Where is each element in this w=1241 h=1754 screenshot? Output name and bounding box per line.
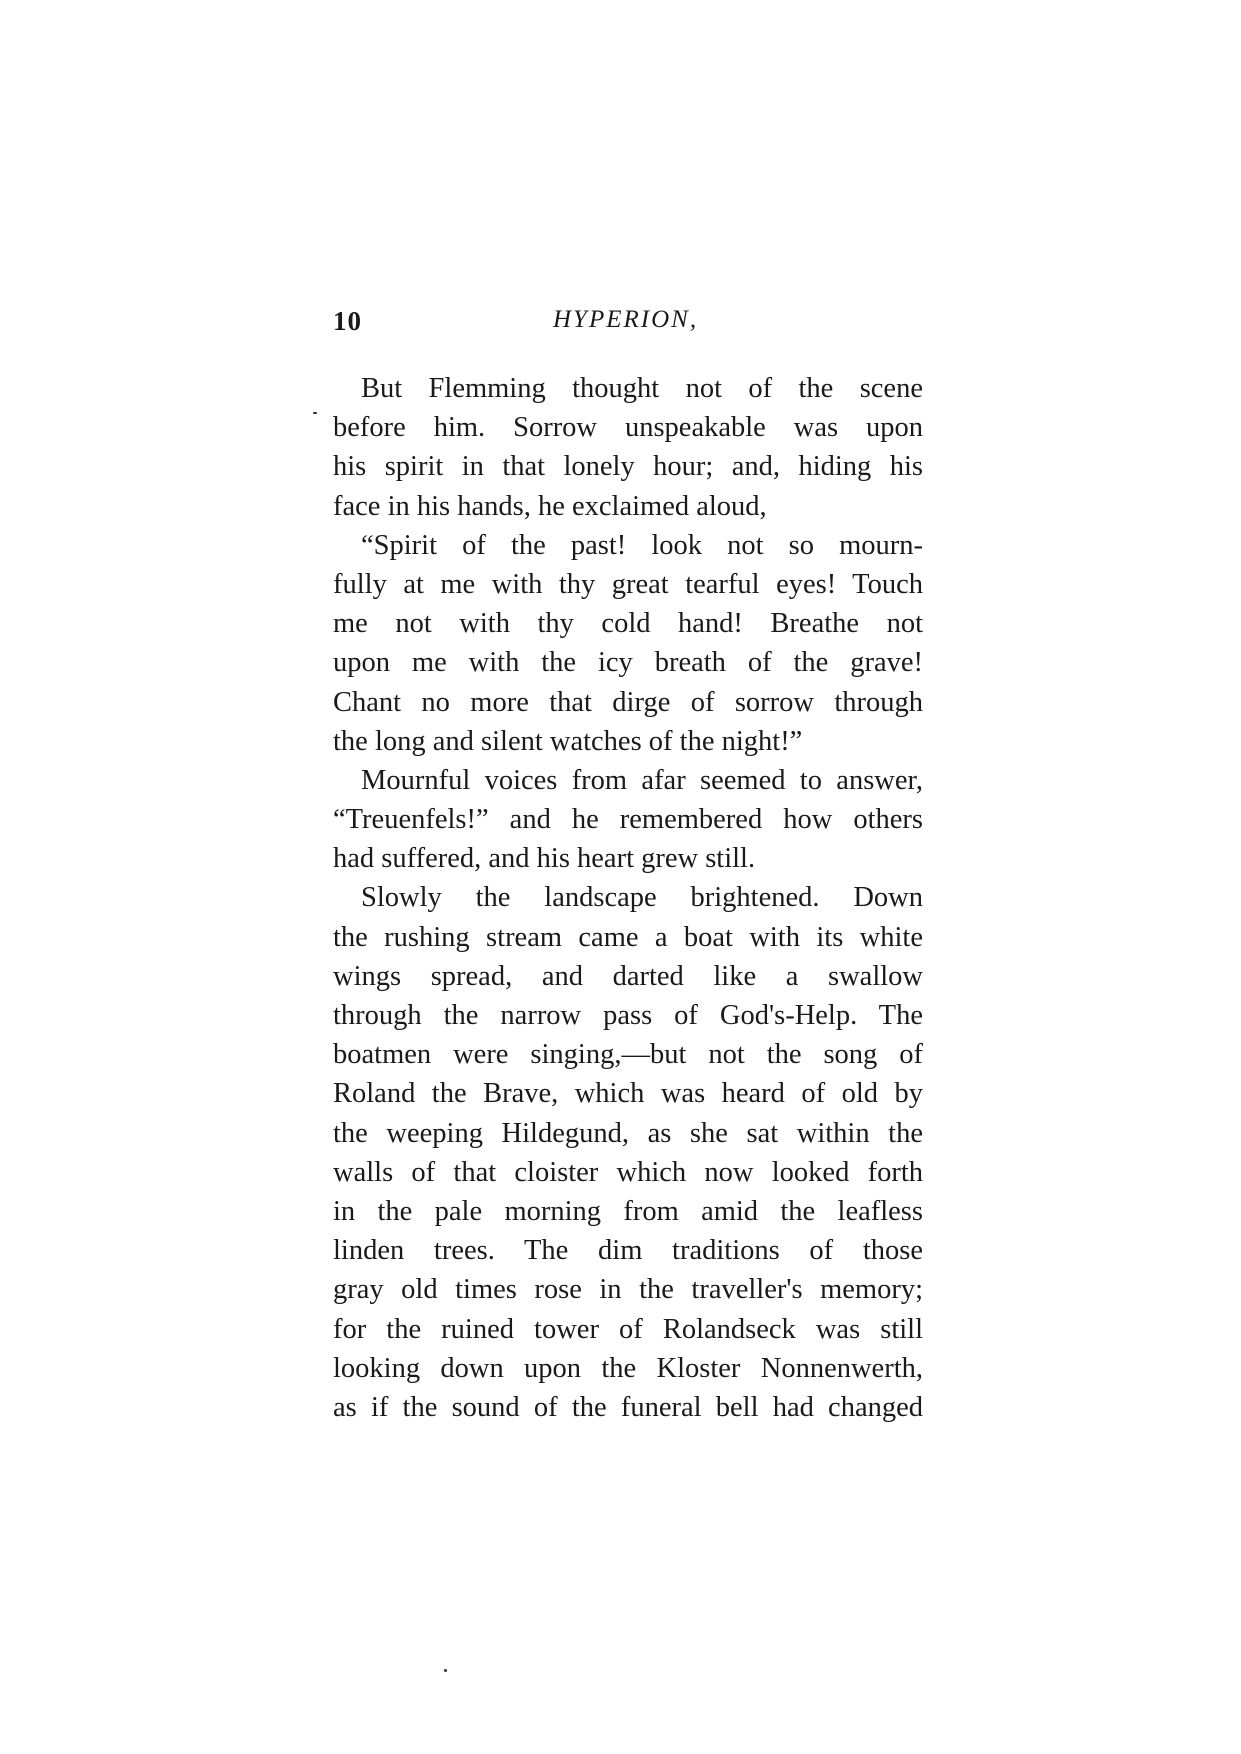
text-line: me not with thy cold hand! Breathe not — [333, 608, 923, 640]
text-line: linden trees. The dim traditions of those — [333, 1235, 923, 1267]
text-line: the rushing stream came a boat with its white — [333, 921, 923, 953]
text-line: as if the sound of the funeral bell had changed — [333, 1391, 923, 1423]
paragraph — [333, 526, 923, 761]
body-text — [333, 369, 923, 1427]
text-line: “Spirit of the past! look not so mourn- — [361, 529, 923, 561]
text-line: Slowly the landscape brightened. Down — [361, 882, 923, 914]
text-line: walls of that cloister which now looked forth — [333, 1156, 923, 1188]
paragraph — [333, 761, 923, 879]
text-line: But Flemming thought not of the scene — [361, 373, 923, 404]
text-line: Mournful voices from afar seemed to answer, — [361, 764, 923, 796]
text-line: the weeping Hildegund, as she sat within the — [333, 1117, 923, 1149]
text-line: before him. Sorrow unspeakable was upon — [333, 412, 923, 444]
running-title: HYPERION, — [553, 306, 699, 333]
text-line: his spirit in that lonely hour; and, hiding his — [333, 451, 923, 483]
text-line: for the ruined tower of Rolandseck was still — [333, 1313, 923, 1345]
text-line: upon me with the icy breath of the grave! — [333, 647, 923, 679]
text-line: the long and silent watches of the night!” — [333, 725, 803, 757]
text-line: in the pale morning from amid the leafless — [333, 1195, 923, 1227]
scan-speck — [313, 412, 317, 414]
text-line: fully at me with thy great tearful eyes! Touch — [333, 568, 923, 600]
text-line: gray old times rose in the traveller's memory; — [333, 1274, 923, 1306]
paragraph — [333, 369, 923, 526]
text-line: looking down upon the Kloster Nonnenwerth, — [333, 1352, 923, 1384]
page-number: 10 — [333, 306, 362, 336]
text-line: boatmen were singing,—but not the song of — [333, 1039, 923, 1071]
text-line: had suffered, and his heart grew still. — [333, 843, 756, 875]
text-line: face in his hands, he exclaimed aloud, — [333, 490, 767, 522]
text-line: Chant no more that dirge of sorrow through — [333, 686, 923, 718]
text-line: wings spread, and darted like a swallow — [333, 960, 923, 992]
text-line: Roland the Brave, which was heard of old by — [333, 1078, 923, 1110]
paragraph — [333, 878, 923, 1427]
text-line: “Treuenfels!” and he remembered how others — [333, 804, 923, 836]
scan-speck — [444, 1669, 447, 1672]
text-line: through the narrow pass of God's-Help. The — [333, 1000, 923, 1031]
running-head — [333, 306, 923, 346]
